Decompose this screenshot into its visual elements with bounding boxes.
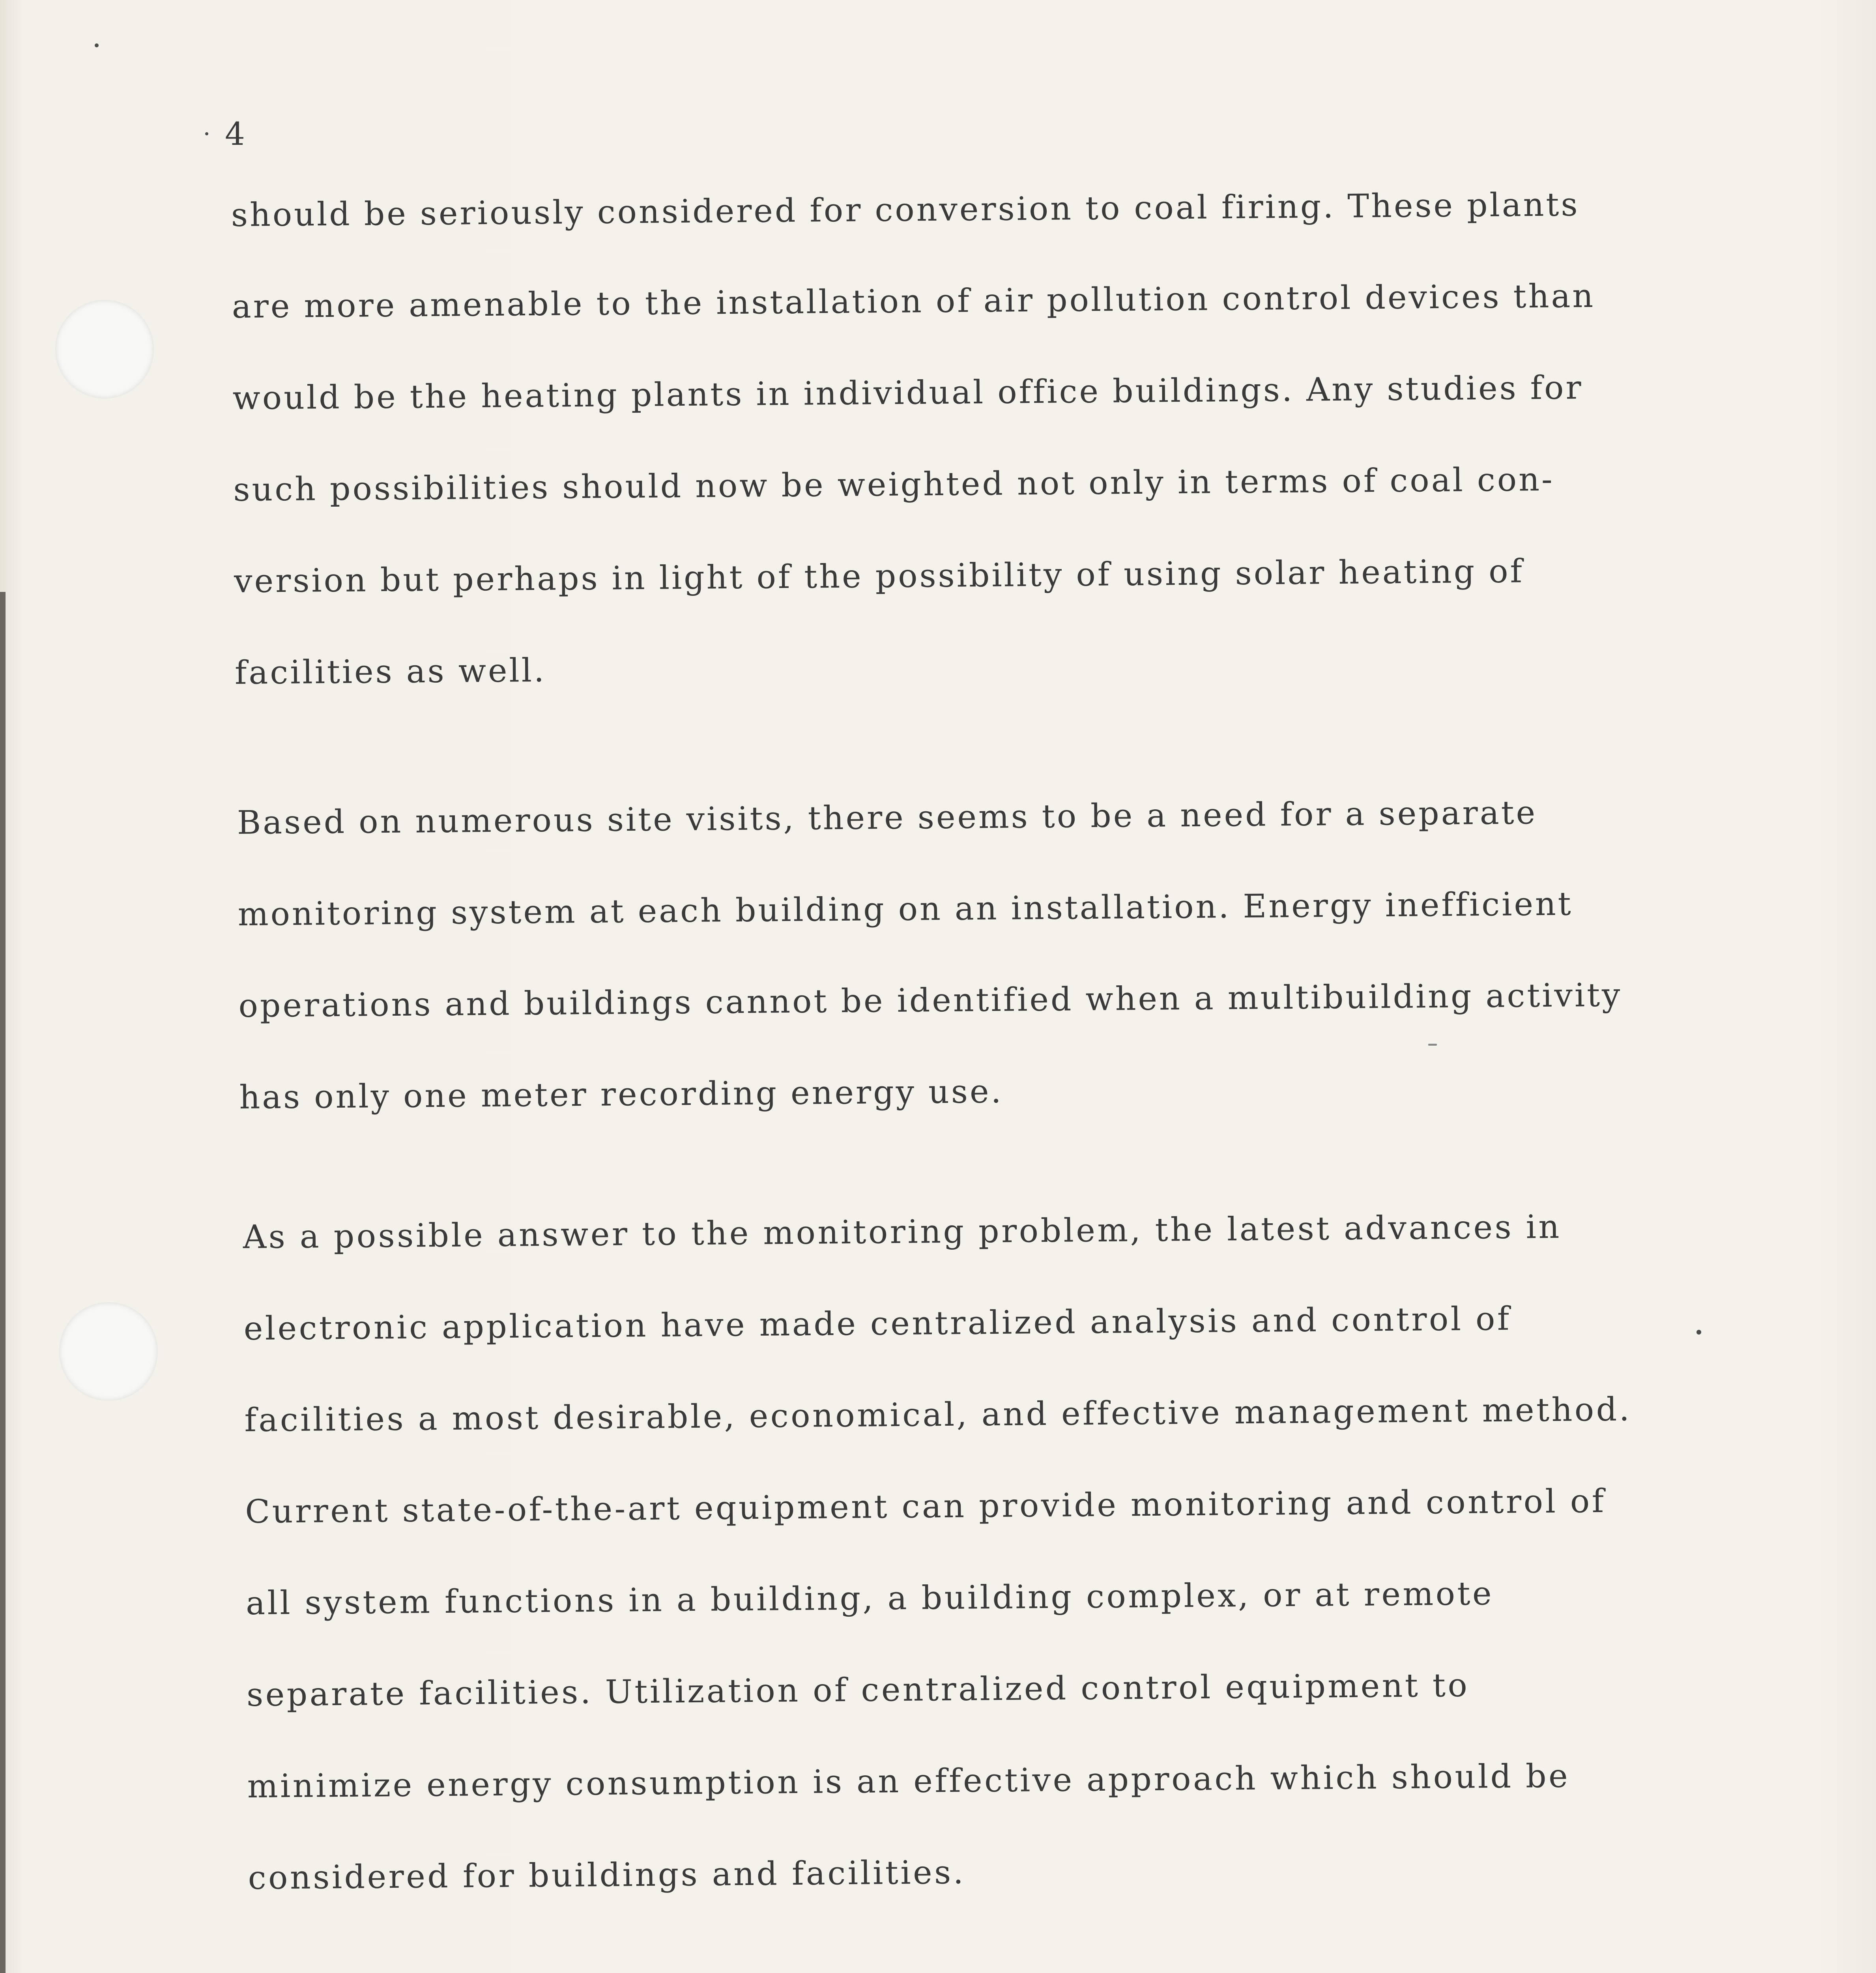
punch-hole: [59, 1302, 158, 1401]
text-line: such possibilities should now be weighted not only in terms of coal con-: [233, 460, 1555, 509]
page-edge-shadow: [0, 592, 6, 1973]
paper-speck: [95, 43, 99, 47]
text-line: are more amenable to the installation of air pollution control devices than: [232, 277, 1595, 326]
text-line: Based on numerous site visits, there seems to be a need for a separate: [237, 794, 1537, 842]
paragraph-monitoring-need: [237, 765, 1778, 1144]
text-line: considered for buildings and facilities.: [248, 1853, 966, 1897]
page-number: 4: [225, 116, 245, 152]
paper-speck: [1696, 1330, 1701, 1335]
paragraph-climate-systems: [254, 1949, 1795, 1973]
text-line: would be the heating plants in individual office buildings. Any studies for: [232, 369, 1583, 417]
punch-hole: [55, 300, 154, 399]
paper-speck: [205, 132, 208, 135]
paragraph-coal-conversion: [231, 157, 1774, 719]
text-line: Current state-of-the-art equipment can provide monitoring and control of: [245, 1482, 1606, 1531]
text-line: facilities a most desirable, economical, and effective management method.: [244, 1391, 1632, 1439]
text-line: [254, 1949, 1794, 1973]
text-line: all system functions in a building, a building complex, or at remote: [245, 1575, 1494, 1622]
text-line: electronic application have made centralized analysis and control of: [243, 1300, 1512, 1348]
text-line: As a possible answer to the monitoring problem, the latest advances in: [243, 1208, 1562, 1256]
paragraph-centralized-control: [243, 1179, 1787, 1924]
paper-speck: [1428, 1044, 1437, 1046]
text-line: facilities as well.: [234, 651, 546, 692]
text-line: should be seriously considered for conversion to coal firing. These plants: [231, 186, 1580, 234]
text-line: has only one meter recording energy use.: [239, 1073, 1003, 1116]
text-line: version but perhaps in light of the possibility of using solar heating of: [234, 552, 1524, 600]
text-line: separate facilities. Utilization of centralized control equipment to: [246, 1666, 1470, 1714]
text-line: minimize energy consumption is an effective approach which should be: [247, 1757, 1570, 1805]
text-line: monitoring system at each building on an installation. Energy inefficient: [238, 885, 1573, 933]
text-line: operations and buildings cannot be identified when a multibuilding activity: [238, 976, 1622, 1025]
